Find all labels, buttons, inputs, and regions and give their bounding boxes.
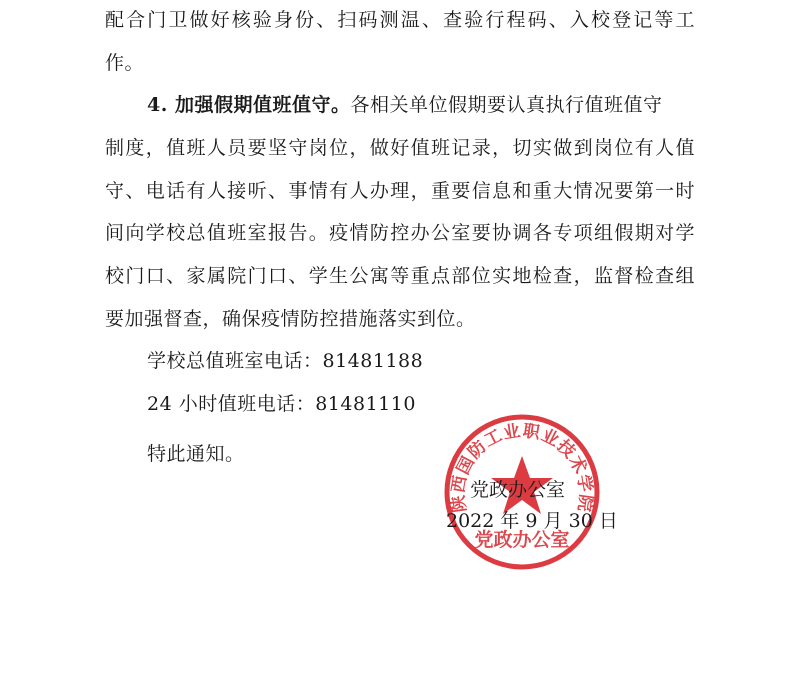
closing-text: 特此通知。	[147, 443, 245, 465]
body-line-7: 校门口、家属院门口、学生公寓等重点部位实地检查，监督检查组	[105, 265, 695, 287]
body-line-6: 间向学校总值班室报告。疫情防控办公室要协调各专项组假期对学	[105, 222, 695, 244]
body-line-1: 配合门卫做好核验身份、扫码测温、查验行程码、入校登记等工	[105, 9, 695, 31]
signature-date: 2022 年 9 月 30 日	[446, 510, 618, 532]
body-line-5: 守、电话有人接听、事情有人办理，重要信息和重大情况要第一时	[105, 180, 695, 202]
duty-room-phone: 学校总值班室电话：81481188	[147, 350, 424, 372]
body-line-2: 作。	[105, 52, 145, 74]
signature-office: 党政办公室	[470, 479, 566, 501]
seal-bottom-text: 党政办公室	[474, 529, 570, 551]
seal-ring-text: 陕西国防工业职业技术学院	[448, 421, 596, 514]
body-line-8: 要加强督查，确保疫情防控措施落实到位。	[105, 308, 476, 330]
body-line-4: 制度，值班人员要坚守岗位，做好值班记录，切实做到岗位有人值	[105, 137, 695, 159]
section-4-heading: 4. 加强假期值班值守。	[147, 94, 351, 116]
hotline-24h-phone: 24 小时值班电话：81481110	[147, 393, 416, 415]
section-4-line-1-text: 各相关单位假期要认真执行值班值守	[350, 94, 663, 116]
section-4-paragraph-start	[147, 93, 662, 117]
